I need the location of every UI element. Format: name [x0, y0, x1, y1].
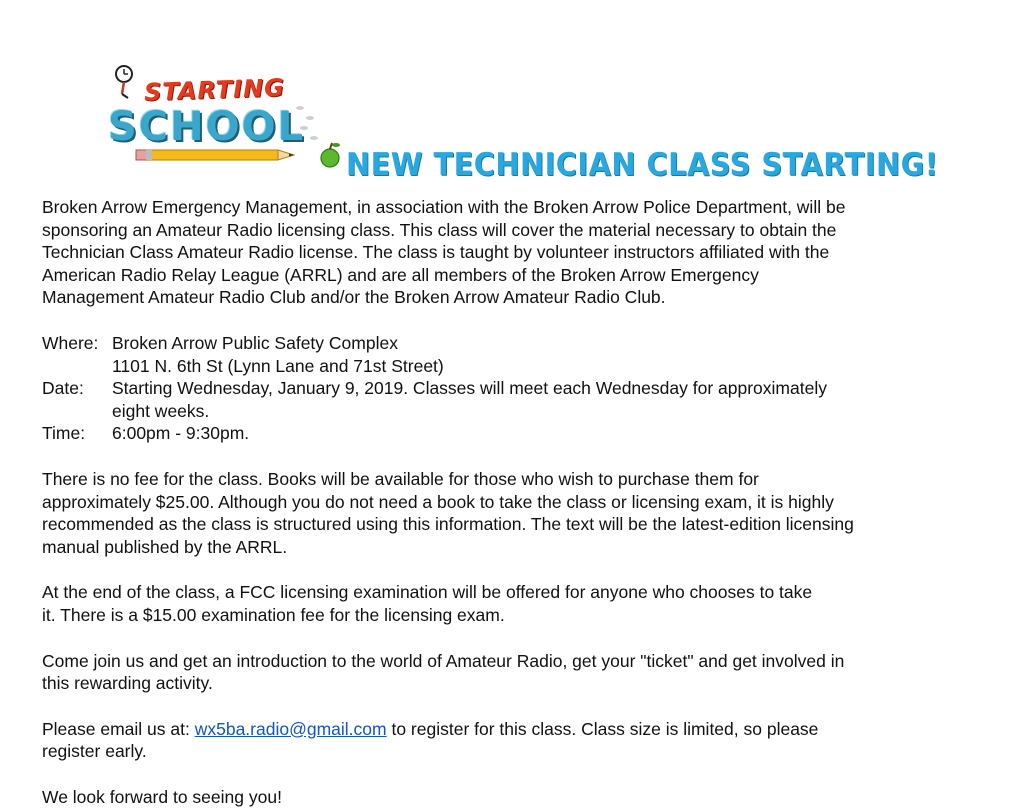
register-prefix: Please email us at:	[42, 718, 195, 739]
where-line: Broken Arrow Public Safety Complex	[112, 332, 398, 353]
intro-line: American Radio Relay League (ARRL) and are all members of the Broken Arrow Emergency	[42, 264, 759, 285]
exam-line: it. There is a $15.00 examination fee for the licensing exam.	[42, 604, 505, 625]
register-suffix: to register for this class. Class size is limited, so please	[386, 718, 819, 739]
fee-line: There is no fee for the class. Books will be available for those who wish to purchase them for	[42, 468, 759, 489]
fee-line: approximately $25.00. Although you do not need a book to take the class or licensing exam, it is highly	[42, 491, 834, 512]
email-link[interactable]: wx5ba.radio@gmail.com	[194, 718, 387, 739]
date-line: Starting Wednesday, January 9, 2019. Classes will meet each Wednesday for approximately	[112, 378, 827, 399]
apple-icon	[321, 143, 340, 167]
closing-line: We look forward to seeing you!	[42, 786, 282, 807]
intro-line: Management Amateur Radio Club and/or the Broken Arrow Amateur Radio Club.	[42, 287, 666, 308]
join-paragraph	[42, 650, 1002, 695]
fee-paragraph	[42, 468, 1002, 558]
time-value: 6:00pm - 9:30pm.	[112, 423, 250, 444]
class-details	[42, 332, 1002, 445]
intro-paragraph	[42, 196, 1002, 309]
logo-starting-text: STARTING	[143, 73, 286, 107]
time-label: Time:	[42, 423, 86, 444]
join-line: this rewarding activity.	[42, 673, 213, 694]
fee-line: recommended as the class is structured using this information. The text will be the latest-edition licensing	[42, 514, 854, 535]
fee-line: manual published by the ARRL.	[42, 536, 288, 557]
where-line: 1101 N. 6th St (Lynn Lane and 71st Street)	[112, 355, 444, 376]
intro-line: Broken Arrow Emergency Management, in association with the Broken Arrow Police Department, will be	[42, 197, 846, 217]
exam-line: At the end of the class, a FCC licensing examination will be offered for anyone who chooses to take	[42, 582, 813, 603]
where-value	[112, 332, 444, 377]
logo-school-text: SCHOOL	[108, 104, 306, 150]
clock-icon	[116, 66, 132, 98]
exam-paragraph	[42, 581, 1002, 626]
pencil-icon	[136, 150, 294, 160]
join-line: Come join us and get an introduction to the world of Amateur Radio, get your "ticket" and get involved in	[42, 650, 845, 671]
time-row	[42, 422, 1002, 445]
document-body	[42, 196, 1002, 810]
intro-line: Technician Class Amateur Radio license. The class is taught by volunteer instructors affiliated with the	[42, 242, 830, 263]
where-row	[42, 332, 1002, 377]
date-label: Date:	[42, 378, 84, 399]
date-row	[42, 377, 1002, 422]
closing-paragraph	[42, 786, 1002, 809]
register-paragraph	[42, 718, 1002, 763]
starting-school-logo	[104, 62, 344, 174]
register-line-2: register early.	[42, 741, 147, 762]
date-value	[112, 377, 827, 422]
intro-line: sponsoring an Amateur Radio licensing class. This class will cover the material necessary to obtain the	[42, 219, 837, 240]
where-label: Where:	[42, 332, 99, 353]
date-line: eight weeks.	[112, 400, 210, 421]
register-line	[42, 718, 1002, 741]
page-title: NEW TECHNICIAN CLASS STARTING!	[346, 147, 939, 183]
